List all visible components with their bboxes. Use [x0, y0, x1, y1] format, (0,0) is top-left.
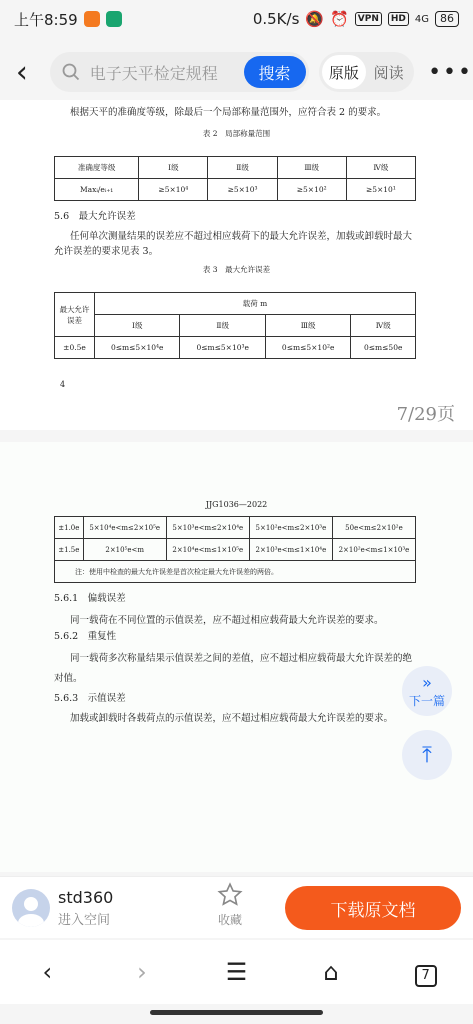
table-cell: Ⅲ级 — [277, 157, 346, 179]
section-5-6-3-text: 加载或卸载时各载荷点的示值误差，应不超过相应载荷最大允许误差的要求。 — [70, 713, 394, 724]
battery-icon: 86 — [435, 11, 459, 27]
user-info[interactable] — [58, 888, 113, 928]
table-cell: ≥5×10² — [277, 179, 346, 201]
table-cell: 载荷 m — [95, 293, 416, 315]
table-cell: ≥5×10³ — [208, 179, 277, 201]
table-cell: Ⅳ级 — [346, 157, 415, 179]
section-5-6-text: 任何单次测量结果的误差应不超过相应载荷下的最大允许误差，加载或卸载时最大 — [70, 231, 413, 242]
table3-title: 表 3 最大允许误差 — [202, 265, 271, 274]
shield-notification-icon — [106, 11, 122, 27]
top-bar — [0, 44, 473, 100]
table-cell: 0≤m≤5×10²e — [265, 337, 350, 359]
table-cell: 5×10³e<m≤2×10⁴e — [166, 517, 249, 539]
document-page-1 — [0, 100, 473, 430]
table-note: 注：使用中检查的最大允许误差是首次检定最大允许误差的两倍。 — [55, 561, 416, 583]
section-5-6-heading: 5.6 最大允许误差 — [54, 211, 136, 222]
table3 — [54, 292, 416, 359]
nav-back-icon[interactable]: ‹ — [42, 958, 53, 986]
mute-icon: 🔕 — [305, 10, 325, 28]
table2 — [54, 156, 416, 201]
table-cell: 最大允许误差 — [55, 293, 95, 337]
username: std360 — [58, 887, 114, 907]
table-cell: 50e<m≤2×10²e — [332, 517, 415, 539]
vpn-icon: VPN — [355, 12, 382, 26]
search-button[interactable]: 搜索 — [244, 56, 306, 88]
table-row — [55, 293, 416, 315]
download-button[interactable]: 下载原文档 — [285, 886, 461, 930]
table-cell: 5×10²e<m≤2×10³e — [249, 517, 332, 539]
home-indicator[interactable] — [150, 1010, 323, 1015]
more-icon[interactable]: ••• — [428, 59, 473, 85]
app-notification-icon — [84, 11, 100, 27]
alarm-icon: ⏰ — [330, 10, 349, 28]
bottom-action-bar — [0, 876, 473, 938]
table-cell: 准确度等级 — [55, 157, 139, 179]
section-5-6-text-cont: 允许误差的要求见表 3。 — [54, 246, 159, 257]
table-row — [55, 517, 416, 539]
table-cell: Ⅳ级 — [351, 315, 416, 337]
table-cell: 5×10⁴e<m≤2×10⁵e — [83, 517, 166, 539]
back-to-top-button[interactable] — [402, 730, 452, 780]
view-toggle — [319, 52, 415, 92]
section-5-6-1-heading: 5.6.1 偏载误差 — [54, 593, 126, 604]
page-indicator: 7/29页 — [396, 404, 455, 425]
table-cell: Ⅰ级 — [95, 315, 180, 337]
intro-text: 根据天平的准确度等级，除最后一个局部称量范围外，应符合表 2 的要求。 — [70, 107, 387, 118]
tabs-count: 7 — [415, 965, 437, 987]
arrow-up-icon: ⤒ — [422, 742, 432, 768]
table-cell: ≥5×10⁴ — [139, 179, 208, 201]
signal-icon: 4G — [414, 13, 429, 25]
table-cell: ≥5×10¹ — [346, 179, 415, 201]
enter-space-link[interactable]: 进入空间 — [58, 912, 111, 928]
favorite-label: 收藏 — [217, 913, 242, 927]
original-view-tab[interactable]: 原版 — [322, 55, 367, 89]
section-5-6-3-heading: 5.6.3 示值误差 — [54, 693, 126, 704]
table-cell: ±0.5e — [55, 337, 95, 359]
table-cell: Ⅱ级 — [180, 315, 265, 337]
favorite-button[interactable] — [210, 882, 250, 928]
table-cell: 2×10²e<m≤1×10³e — [332, 539, 415, 561]
read-view-tab[interactable]: 阅读 — [373, 63, 404, 82]
browser-nav-bar — [0, 940, 473, 1004]
page-footer-number: 4 — [60, 380, 66, 389]
search-icon — [62, 63, 80, 81]
table-row — [55, 179, 416, 201]
hd-icon: HD — [388, 12, 409, 26]
table-cell: 0≤m≤5×10³e — [180, 337, 265, 359]
avatar[interactable] — [12, 889, 50, 927]
table-row — [55, 539, 416, 561]
star-icon — [217, 882, 243, 908]
table-cell: 2×10³e<m≤1×10⁴e — [249, 539, 332, 561]
table-cell: ±1.0e — [55, 517, 84, 539]
section-5-6-2-text: 同一载荷多次称量结果示值误差之间的差值，应不超过相应载荷最大允许误差的绝 — [70, 653, 413, 664]
document-page-2 — [0, 442, 473, 872]
table-cell: Ⅲ级 — [265, 315, 350, 337]
network-speed: 0.5K/s — [252, 10, 300, 28]
status-bar — [0, 0, 473, 38]
menu-icon[interactable]: ☰ — [225, 958, 248, 986]
table3-continued — [54, 516, 416, 583]
table-cell: Ⅱ级 — [208, 157, 277, 179]
table-row — [55, 561, 416, 583]
back-icon[interactable]: ‹ — [15, 54, 28, 90]
search-box[interactable] — [50, 52, 309, 92]
double-chevron-right-icon: » — [422, 673, 432, 692]
table-cell: Maxᵢ/eᵢ₊₁ — [55, 179, 139, 201]
table-cell: 0≤m≤50e — [351, 337, 416, 359]
table-row — [55, 337, 416, 359]
status-time: 上午8:59 — [14, 10, 78, 29]
section-5-6-2-text-cont: 对值。 — [54, 673, 83, 684]
table-cell: 2×10⁵e<m — [83, 539, 166, 561]
table-row — [55, 315, 416, 337]
next-article-label: 下一篇 — [408, 694, 445, 708]
table-cell: Ⅰ级 — [139, 157, 208, 179]
table-cell: 2×10⁴e<m≤1×10⁵e — [166, 539, 249, 561]
table-row — [55, 157, 416, 179]
nav-forward-icon[interactable]: › — [137, 958, 147, 986]
table-cell: 0≤m≤5×10⁴e — [95, 337, 180, 359]
section-5-6-2-heading: 5.6.2 重复性 — [54, 631, 117, 642]
tabs-button[interactable] — [401, 957, 451, 987]
page-header: JJG1036—2022 — [205, 500, 268, 509]
search-input[interactable]: 电子天平检定规程 — [89, 63, 218, 83]
section-5-6-1-text: 同一载荷在不同位置的示值误差，应不超过相应载荷最大允许误差的要求。 — [70, 615, 384, 626]
table2-title: 表 2 局部称量范围 — [202, 129, 271, 138]
home-icon[interactable]: ⌂ — [323, 958, 339, 986]
table-cell: ±1.5e — [55, 539, 84, 561]
next-article-button[interactable] — [402, 666, 452, 716]
